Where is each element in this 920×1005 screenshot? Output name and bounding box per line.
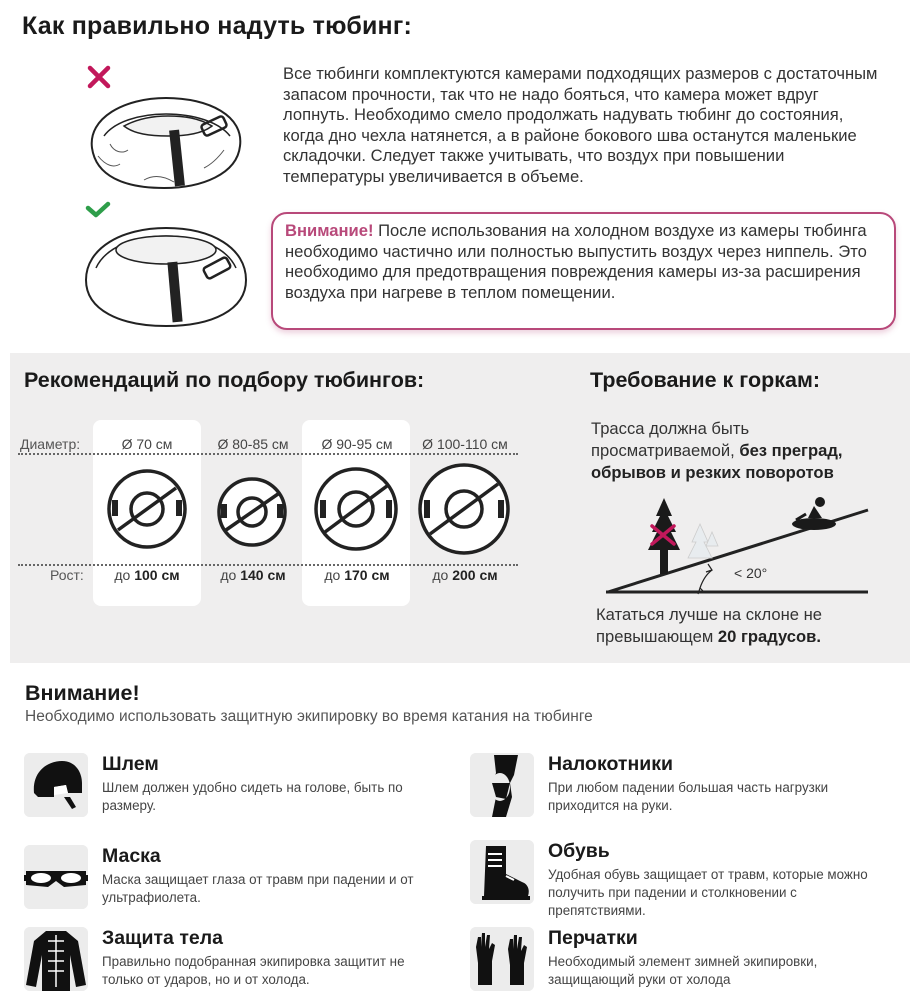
page-title: Как правильно надуть тюбинг: (22, 12, 412, 40)
intro-paragraph: Все тюбинги комплектуются камерами подходящих размеров с достаточным запасом прочности, так что не надо бояться, что камера может вдруг лопнуть. Необходимо смело продолжать надувать тюбинг до состояния, когда дно чехла натянется, а в районе бокового шва останутся маленькие складочки. Следует также учитывать, что воздух при повышении температуры увеличивается в объеме. (283, 64, 878, 186)
gear-description: Маска защищает глаза от травм при падении и от ультрафиолета. (102, 872, 414, 905)
gear-title: Шлем (102, 753, 159, 775)
size-height: до 140 см (220, 567, 286, 583)
gear-title: Налокотники (548, 753, 673, 775)
tube-size-icon (311, 464, 401, 554)
gear-title: Обувь (548, 840, 610, 862)
size-table (18, 420, 518, 610)
boot-icon (470, 840, 534, 904)
size-height: до 170 см (324, 567, 390, 583)
height-label: Рост: (50, 567, 84, 583)
size-diameter: Ø 100-110 см (422, 436, 508, 452)
slope-recommendation: Кататься лучше на склоне не превышающем 20 градусов. (596, 605, 822, 646)
body-armor-icon (24, 927, 88, 991)
height-line (18, 564, 518, 566)
tube-size-icon (415, 460, 513, 558)
gear-description: Шлем должен удобно сидеть на голове, быть по размеру. (102, 780, 403, 813)
slope-title: Требование к горкам: (590, 368, 821, 392)
attention-subtitle: Необходимо использовать защитную экипировку во время катания на тюбинге (25, 708, 593, 725)
size-diameter: Ø 90-95 см (321, 436, 393, 452)
size-diameter: Ø 80-85 см (217, 436, 289, 452)
slope-illustration (600, 490, 875, 600)
gear-title: Защита тела (102, 927, 223, 949)
tube-size-icon (104, 466, 190, 552)
tube-size-icon (214, 474, 290, 550)
recommend-title: Рекомендаций по подбору тюбингов: (24, 368, 425, 392)
slope-angle-label: < 20° (734, 565, 768, 581)
gear-description: При любом падении большая часть нагрузки приходится на руки. (548, 780, 829, 813)
gear-description: Необходимый элемент зимней экипировки, защищающий руки от холода (548, 954, 818, 987)
warning-title: Внимание! (285, 221, 374, 240)
size-height: до 200 см (432, 567, 498, 583)
gear-title: Маска (102, 845, 161, 867)
goggles-icon (24, 845, 88, 909)
warning-box (271, 212, 896, 330)
check-icon (84, 200, 112, 220)
tube-underinflated-image (84, 88, 249, 196)
slope-description: Трасса должна быть просматриваемой, без преград, обрывов и резких поворотов (591, 419, 843, 482)
gear-description: Правильно подобранная экипировка защитит не только от ударов, но и от холода. (102, 954, 405, 987)
tube-inflated-image (82, 218, 250, 330)
helmet-icon (24, 753, 88, 817)
gear-title: Перчатки (548, 927, 638, 949)
gloves-icon (470, 927, 534, 991)
cross-icon (86, 64, 112, 90)
warning-text: После использования на холодном воздухе из камеры тюбинга необходимо частично или полностью выпустить воздух через ниппель. Это необходимо для предотвращения повреждения камеры из-за расширения воздуха при нагреве в теплом помещении. (285, 221, 867, 302)
gear-description: Удобная обувь защищает от травм, которые можно получить при падении и столкновении с препятствиями. (548, 867, 868, 918)
size-diameter: Ø 70 см (121, 436, 173, 452)
diameter-line (18, 453, 518, 455)
diameter-label: Диаметр: (20, 436, 81, 452)
size-height: до 100 см (114, 567, 180, 583)
attention-title: Внимание! (25, 681, 140, 705)
elbow-pad-icon (470, 753, 534, 817)
